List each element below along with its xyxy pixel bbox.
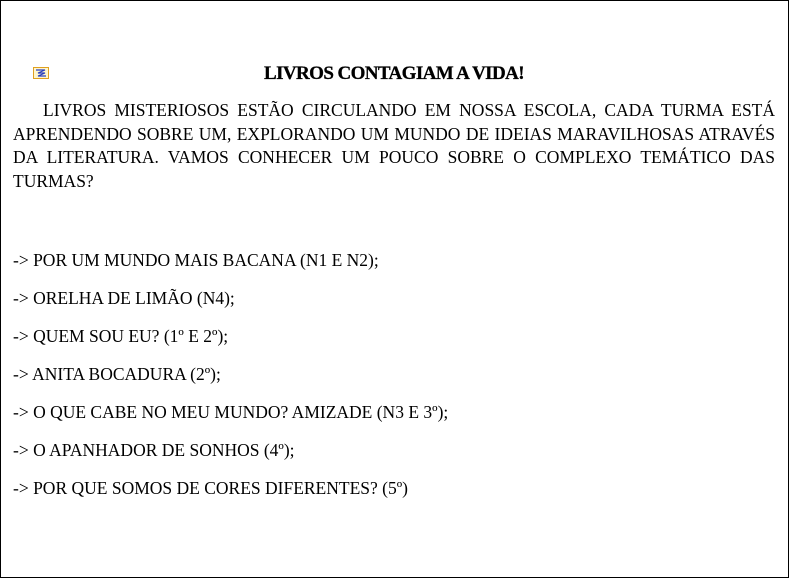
topic-item: -> POR QUE SOMOS DE CORES DIFERENTES? (5º) [13,478,408,498]
topic-list [13,249,775,500]
document-body [13,61,775,515]
intro-paragraph: LIVROS MISTERIOSOS ESTÃO CIRCULANDO EM NOSSA ESCOLA, CADA TURMA ESTÁ APRENDENDO SOBRE UM, EXPLORANDO UM MUNDO DE IDEIAS MARAVILHOSAS ATRAVÉS DA LITERATURA. VAMOS CONHECER UM POUCO SOBRE O COMPLEXO TEMÁTICO DAS TURMAS? [13,100,775,191]
topic-item: -> ORELHA DE LIMÃO (N4); [13,288,235,308]
topic-item: -> POR UM MUNDO MAIS BACANA (N1 E N2); [13,250,379,270]
topic-item: -> QUEM SOU EU? (1º E 2º); [13,326,229,346]
document-title: LIVROS CONTAGIAM A VIDA! [264,63,524,84]
topic-item: -> O APANHADOR DE SONHOS (4º); [13,440,295,460]
topic-item: -> O QUE CABE NO MEU MUNDO? AMIZADE (N3 E 3º); [13,402,449,422]
topic-item: -> ANITA BOCADURA (2º); [13,364,221,384]
